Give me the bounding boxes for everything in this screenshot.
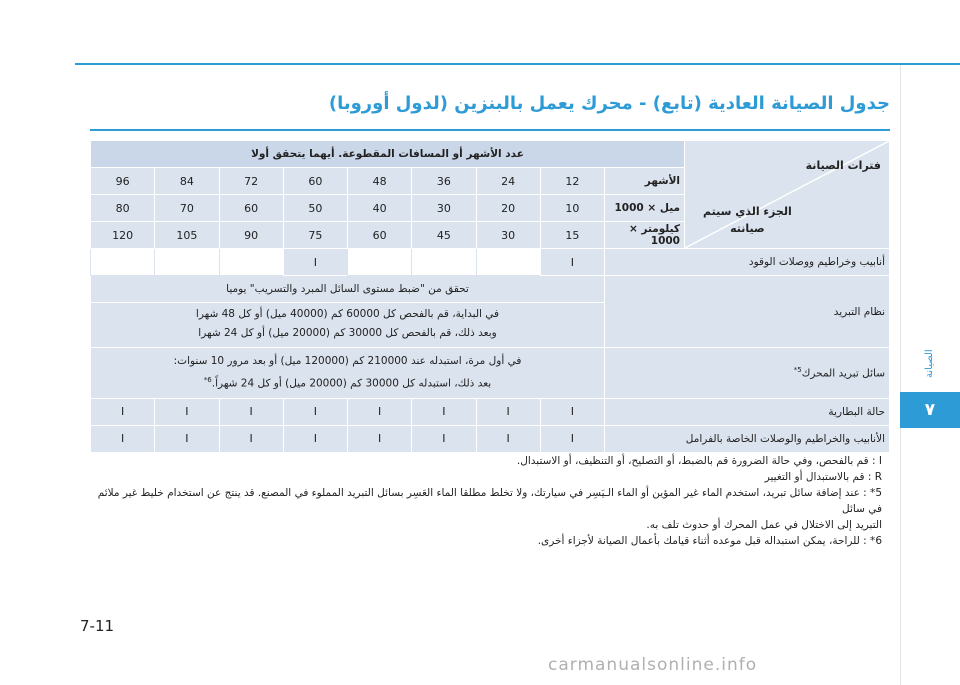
corner-parts-line1: الجزء الذي سيتم bbox=[703, 205, 792, 218]
footnote-5: 5* : عند إضافة سائل تبريد، استخدم الماء غير المؤين أو الماء الـيَسِر في سيارتك، ولا تخلط مطلقا الماء العَسِر بسائل التبريد المملوء في المصنع. قد ينتج عن استخدام خليط غير ملائم في سائل bbox=[97, 487, 882, 515]
table-cell: 10 bbox=[540, 195, 604, 222]
row-label-engine-coolant bbox=[605, 348, 890, 399]
maintenance-schedule-table bbox=[90, 140, 890, 453]
engine-coolant-footnote-ref: 5* bbox=[793, 366, 802, 374]
table-cell: 12 bbox=[540, 168, 604, 195]
engine-coolant-note bbox=[91, 348, 605, 399]
row-label-fuel-lines: أنابيب وخراطيم ووصلات الوقود bbox=[605, 249, 890, 276]
table-cell: 50 bbox=[283, 195, 347, 222]
footnote-replace: R : قم بالاستبدال أو التغيير bbox=[764, 471, 882, 483]
table-cell: 60 bbox=[348, 222, 412, 249]
table-cell-empty bbox=[476, 249, 540, 276]
table-cell: I bbox=[348, 425, 412, 452]
cooling-line-2a: في البداية، قم بالفحص كل 60000 كم (40000 ميل) أو كل 48 شهرا bbox=[195, 308, 500, 320]
table-cell: 120 bbox=[91, 222, 155, 249]
table-cell: I bbox=[540, 398, 604, 425]
table-cell-empty bbox=[219, 249, 283, 276]
table-cell: 24 bbox=[476, 168, 540, 195]
cooling-line-group bbox=[91, 302, 604, 343]
engine-coolant-line-2-text: بعد ذلك، استبدله كل 30000 كم (20000 ميل) أو كل 24 شهراً. bbox=[211, 377, 492, 390]
engine-coolant-line-2 bbox=[97, 371, 598, 394]
table-cell: 15 bbox=[540, 222, 604, 249]
footnote-5-continued: التبريد إلى الاختلال في عمل المحرك أو حدوث تلف به. bbox=[646, 519, 882, 531]
table-cell: 60 bbox=[219, 195, 283, 222]
row-label-km: كيلومتر × 1000 bbox=[605, 222, 685, 249]
table-cell: I bbox=[283, 249, 347, 276]
top-rule bbox=[75, 63, 960, 65]
table-cell: 60 bbox=[283, 168, 347, 195]
engine-coolant-line-2-ref: 6* bbox=[203, 376, 212, 384]
table-cell: 30 bbox=[476, 222, 540, 249]
table-cell: I bbox=[412, 398, 476, 425]
page-title: جدول الصيانة العادية (تابع) - محرك يعمل بالبنزين (لدول أوروبا) bbox=[328, 93, 890, 114]
table-cell: 105 bbox=[155, 222, 219, 249]
footnotes bbox=[90, 453, 882, 549]
sidebar-section-label: الصيانة bbox=[924, 349, 935, 379]
table-cell: 96 bbox=[91, 168, 155, 195]
table-cell: 48 bbox=[348, 168, 412, 195]
corner-parts-label bbox=[703, 203, 792, 237]
table-cell: 75 bbox=[283, 222, 347, 249]
row-label-months: الأشهر bbox=[605, 168, 685, 195]
cooling-system-note bbox=[91, 276, 605, 348]
table-cell: 80 bbox=[91, 195, 155, 222]
table-cell: 20 bbox=[476, 195, 540, 222]
table-cell: I bbox=[155, 425, 219, 452]
table-cell: I bbox=[91, 398, 155, 425]
table-cell: 45 bbox=[412, 222, 476, 249]
row-label-brake-lines: الأنابيب والخراطيم والوصلات الخاصة بالفرامل bbox=[605, 425, 890, 452]
table-cell: I bbox=[540, 249, 604, 276]
table-cell: 70 bbox=[155, 195, 219, 222]
interval-header: عدد الأشهر أو المسافات المقطوعة. أيهما يتحقق أولا bbox=[91, 141, 685, 168]
footnote-6: 6* : للراحة، يمكن استبداله قبل موعده أثناء قيامك بأعمال الصيانة لأجزاء أخرى. bbox=[537, 535, 882, 547]
corner-intervals-label: فترات الصيانة bbox=[805, 159, 881, 172]
row-label-cooling-system: نظام التبريد bbox=[605, 276, 890, 348]
table-cell: 36 bbox=[412, 168, 476, 195]
table-cell: I bbox=[348, 398, 412, 425]
chapter-tab[interactable]: ٧ bbox=[900, 392, 960, 428]
table-cell: I bbox=[219, 398, 283, 425]
table-cell: I bbox=[219, 425, 283, 452]
table-cell: I bbox=[91, 425, 155, 452]
engine-coolant-label-text: سائل تبريد المحرك bbox=[801, 367, 885, 380]
table-cell-empty bbox=[91, 249, 155, 276]
table-cell: I bbox=[476, 425, 540, 452]
table-cell: I bbox=[283, 425, 347, 452]
table-cell: I bbox=[283, 398, 347, 425]
watermark: carmanualsonline.info bbox=[548, 655, 758, 675]
table-cell: 84 bbox=[155, 168, 219, 195]
row-label-miles: ميل × 1000 bbox=[605, 195, 685, 222]
table-cell: I bbox=[540, 425, 604, 452]
page-number: 7-11 bbox=[80, 617, 115, 635]
cooling-line-2b: وبعد ذلك، قم بالفحص كل 30000 كم (20000 ميل) أو كل 24 شهرا bbox=[198, 327, 497, 339]
row-label-battery: حالة البطارية bbox=[605, 398, 890, 425]
table-cell-empty bbox=[412, 249, 476, 276]
table-cell: 90 bbox=[219, 222, 283, 249]
corner-parts-line2: صيانته bbox=[730, 222, 765, 235]
table-cell-empty bbox=[155, 249, 219, 276]
table-corner-cell bbox=[685, 141, 890, 249]
table-cell-empty bbox=[348, 249, 412, 276]
table-cell: 40 bbox=[348, 195, 412, 222]
table-cell: I bbox=[155, 398, 219, 425]
engine-coolant-line-1: في أول مرة، استبدله عند 210000 كم (120000 ميل) أو بعد مرور 10 سنوات: bbox=[173, 355, 522, 367]
title-rule bbox=[90, 129, 890, 131]
footnote-inspect: I : قم بالفحص، وفي حالة الضرورة قم بالضبط، أو التصليح، أو التنظيف، أو الاستبدال. bbox=[516, 455, 882, 467]
table-cell: 72 bbox=[219, 168, 283, 195]
table-cell: I bbox=[412, 425, 476, 452]
table-cell: I bbox=[476, 398, 540, 425]
table-cell: 30 bbox=[412, 195, 476, 222]
sidebar-divider bbox=[900, 65, 901, 685]
cooling-line-1: تحقق من "ضبط مستوى السائل المبرد والتسريب" يوميا bbox=[226, 283, 469, 295]
